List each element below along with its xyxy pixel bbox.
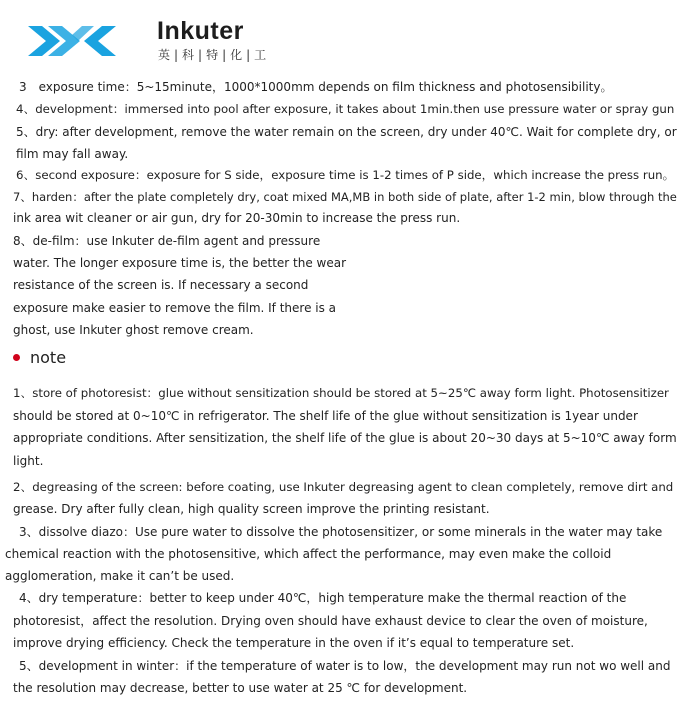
note-4-line1: 4、dry temperature：better to keep under 40℃，high temperature make the thermal reaction of the [19, 591, 627, 605]
step-6-second-exposure: 6、second exposure：exposure for S side，exposure time is 1-2 times of P side，which increase the press run。 [16, 168, 675, 182]
step-4-development: 4、development：immersed into pool after exposure, it takes about 1min.then use pressure water or spray gun [16, 102, 675, 116]
note-5-line1: 5、development in winter：if the temperature of water is to low，the development may run not wo well and [19, 659, 671, 673]
note-1-line2: should be stored at 0~10℃ in refrigerator. The shelf life of the glue without sensitization is 1year under [13, 409, 638, 423]
note-2-line2: grease. Dry after fully clean, high quality screen improve the printing resistant. [13, 502, 490, 516]
step-8-defilm-line2: water. The longer exposure time is, the better the wear [13, 256, 347, 270]
note-3-line3: agglomeration, make it can’t be used. [5, 569, 235, 583]
note-2-line1: 2、degreasing of the screen: before coating, use Inkuter degreasing agent to clean completely, remove dirt and [13, 480, 674, 494]
step-8-defilm-line3: resistance of the screen is. If necessary a second [13, 278, 309, 292]
step-5-dry-line1: 5、dry: after development, remove the water remain on the screen, dry under 40℃. Wait for complete dry, or [16, 125, 677, 139]
note-1-line4: light. [13, 454, 44, 468]
note-heading-text: note [30, 348, 67, 367]
step-8-defilm-line4: exposure make easier to remove the film. If there is a [13, 301, 337, 315]
note-1-line1: 1、store of photoresist：glue without sensitization should be stored at 5~25℃ away form light. Photosensitizer [13, 386, 669, 400]
brand-name: Inkuter [157, 17, 244, 45]
note-heading [13, 348, 66, 368]
step-3-exposure-time: 3 exposure time：5~15minute，1000*1000mm depends on film thickness and photosensibility。 [19, 80, 613, 94]
bullet-dot-icon [13, 354, 20, 361]
note-3-line2: chemical reaction with the photosensitive, which affect the performance, may even make the colloid [5, 547, 612, 561]
step-7-harden-line2: ink area wit cleaner or air gun, dry for 20-30min to increase the press run. [13, 211, 461, 225]
step-5-dry-line2: film may fall away. [16, 147, 129, 161]
note-3-line1: 3、dissolve diazo：Use pure water to dissolve the photosensitizer, or some minerals in the water may take [19, 525, 663, 539]
step-8-defilm-line5: ghost, use Inkuter ghost remove cream. [13, 323, 254, 337]
step-8-defilm-line1: 8、de-film：use Inkuter de-film agent and pressure [13, 234, 321, 248]
note-1-line3: appropriate conditions. After sensitization, the shelf life of the glue is about 20~30 days at 5~10℃ away form [13, 431, 677, 445]
brand-name-chinese: 英|科|特|化|工 [158, 48, 271, 62]
note-4-line2: photoresist，affect the resolution. Drying oven should have exhaust device to clear the oven of moisture, [13, 614, 648, 628]
step-7-harden-line1: 7、harden：after the plate completely dry, coat mixed MA,MB in both side of plate, after 1-2 min, blow through the [13, 190, 677, 204]
note-5-line2: the resolution may decrease, better to use water at 25 ℃ for development. [13, 681, 468, 695]
note-4-line3: improve drying efficiency. Check the temperature in the oven if it’s equal to temperature set. [13, 636, 575, 650]
inkuter-logo-icon [28, 22, 116, 60]
